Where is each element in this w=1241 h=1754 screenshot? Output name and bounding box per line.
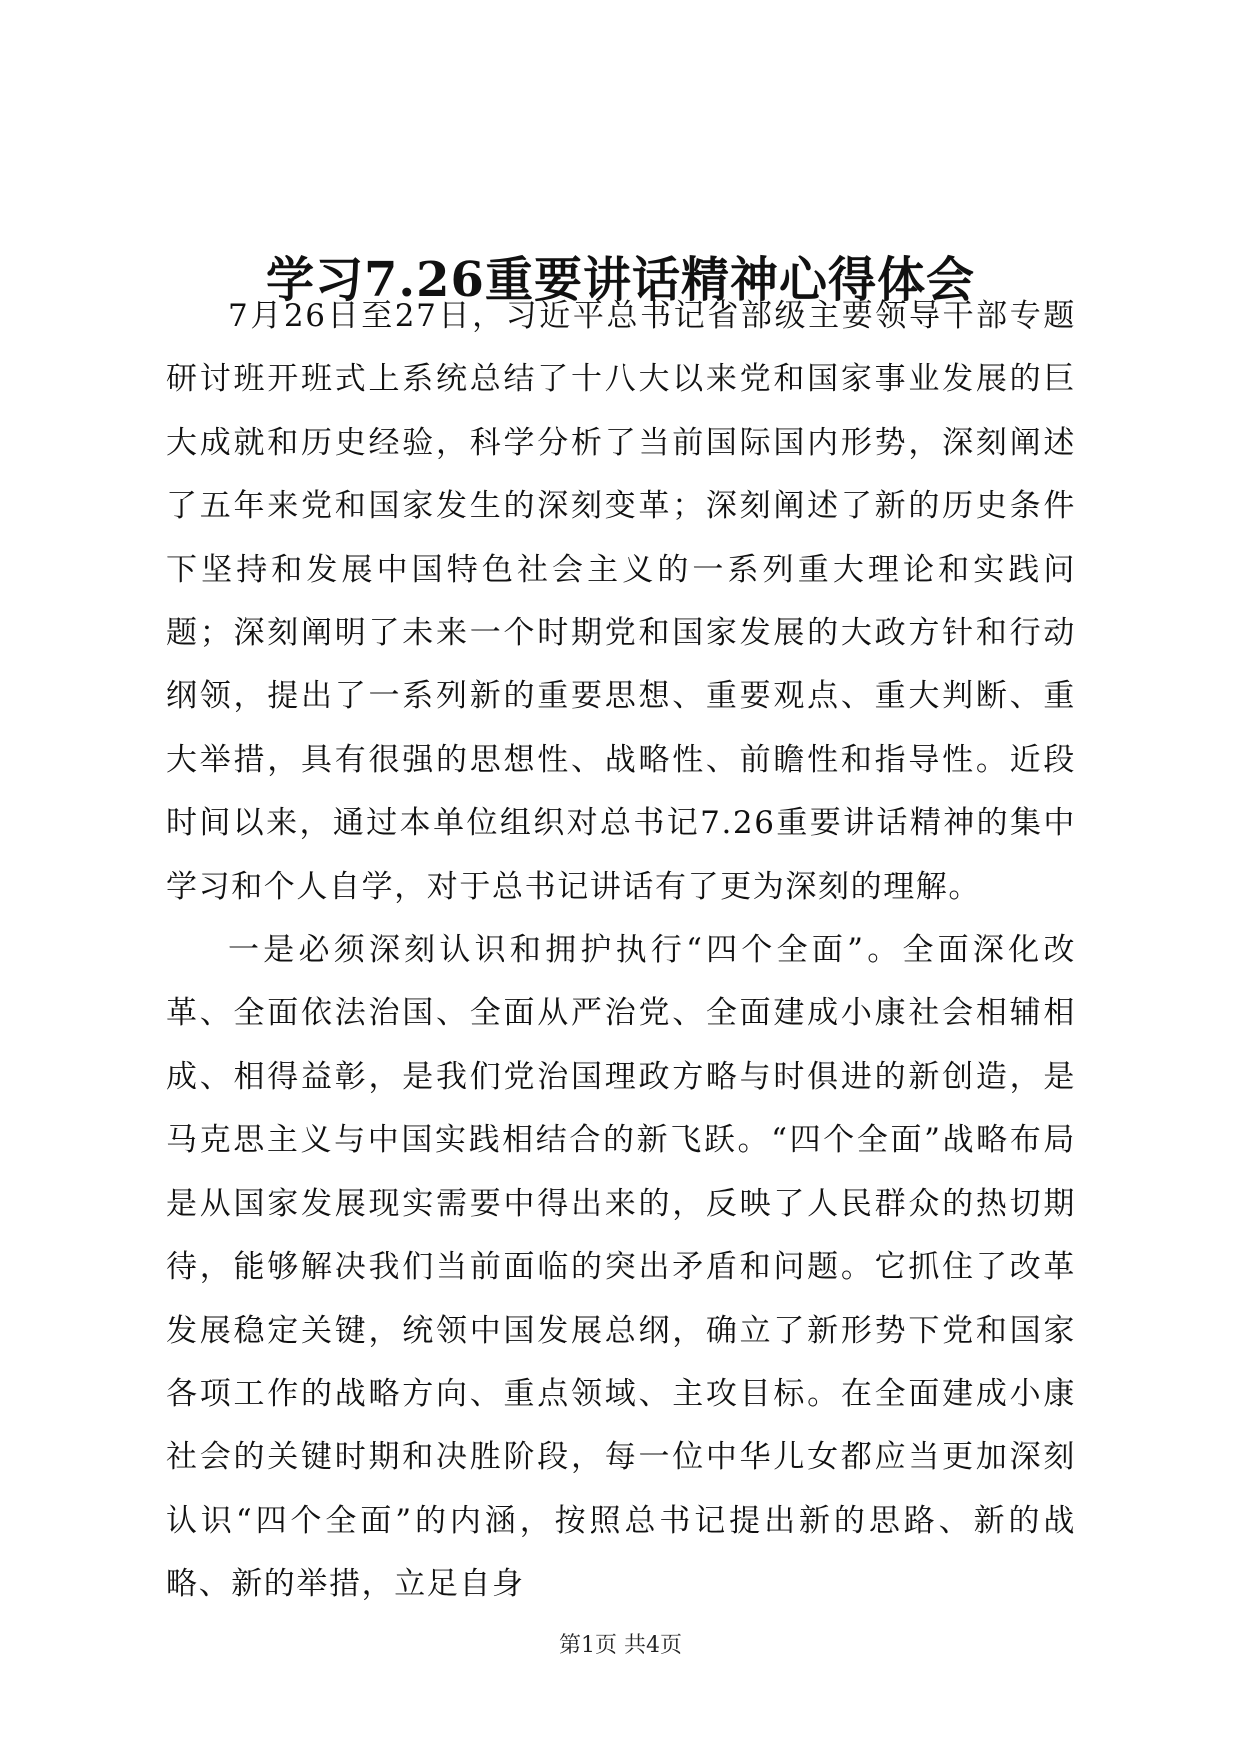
body-paragraph-1: 7月26日至27日，习近平总书记省部级主要领导干部专题研讨班开班式上系统总结了十八大以来党和国家事业发展的巨大成就和历史经验，科学分析了当前国际国内形势，深刻阐述了五年来党和国家发生的深刻变革；深刻阐述了新的历史条件下坚持和发展中国特色社会主义的一系列重大理论和实践问题；深刻阐明了未来一个时期党和国家发展的大政方针和行动纲领，提出了一系列新的重要思想、重要观点、重大判断、重大举措，具有很强的思想性、战略性、前瞻性和指导性。近段时间以来，通过本单位组织对总书记7.26重要讲话精神的集中学习和个人自学，对于总书记讲话有了更为深刻的理解。 [166, 298, 1076, 905]
document-title: 学习7.26重要讲话精神心得体会 [266, 252, 975, 309]
page-number-footer: 第1页 共4页 [559, 1633, 682, 1658]
body-paragraph-2: 一是必须深刻认识和拥护执行“四个全面”。全面深化改革、全面依法治国、全面从严治党、全面建成小康社会相辅相成、相得益彰，是我们党治国理政方略与时俱进的新创造，是马克思主义与中国实践相结合的新飞跃。“四个全面”战略布局是从国家发展现实需要中得出来的，反映了人民群众的热切期待，能够解决我们当前面临的突出矛盾和问题。它抓住了改革发展稳定关键，统领中国发展总纲，确立了新形势下党和国家各项工作的战略方向、重点领域、主攻目标。在全面建成小康社会的关键时期和决胜阶段，每一位中华儿女都应当更加深刻认识“四个全面”的内涵，按照总书记提出新的思路、新的战略、新的举措，立足自身 [166, 932, 1076, 1603]
document-body [166, 285, 1076, 1617]
